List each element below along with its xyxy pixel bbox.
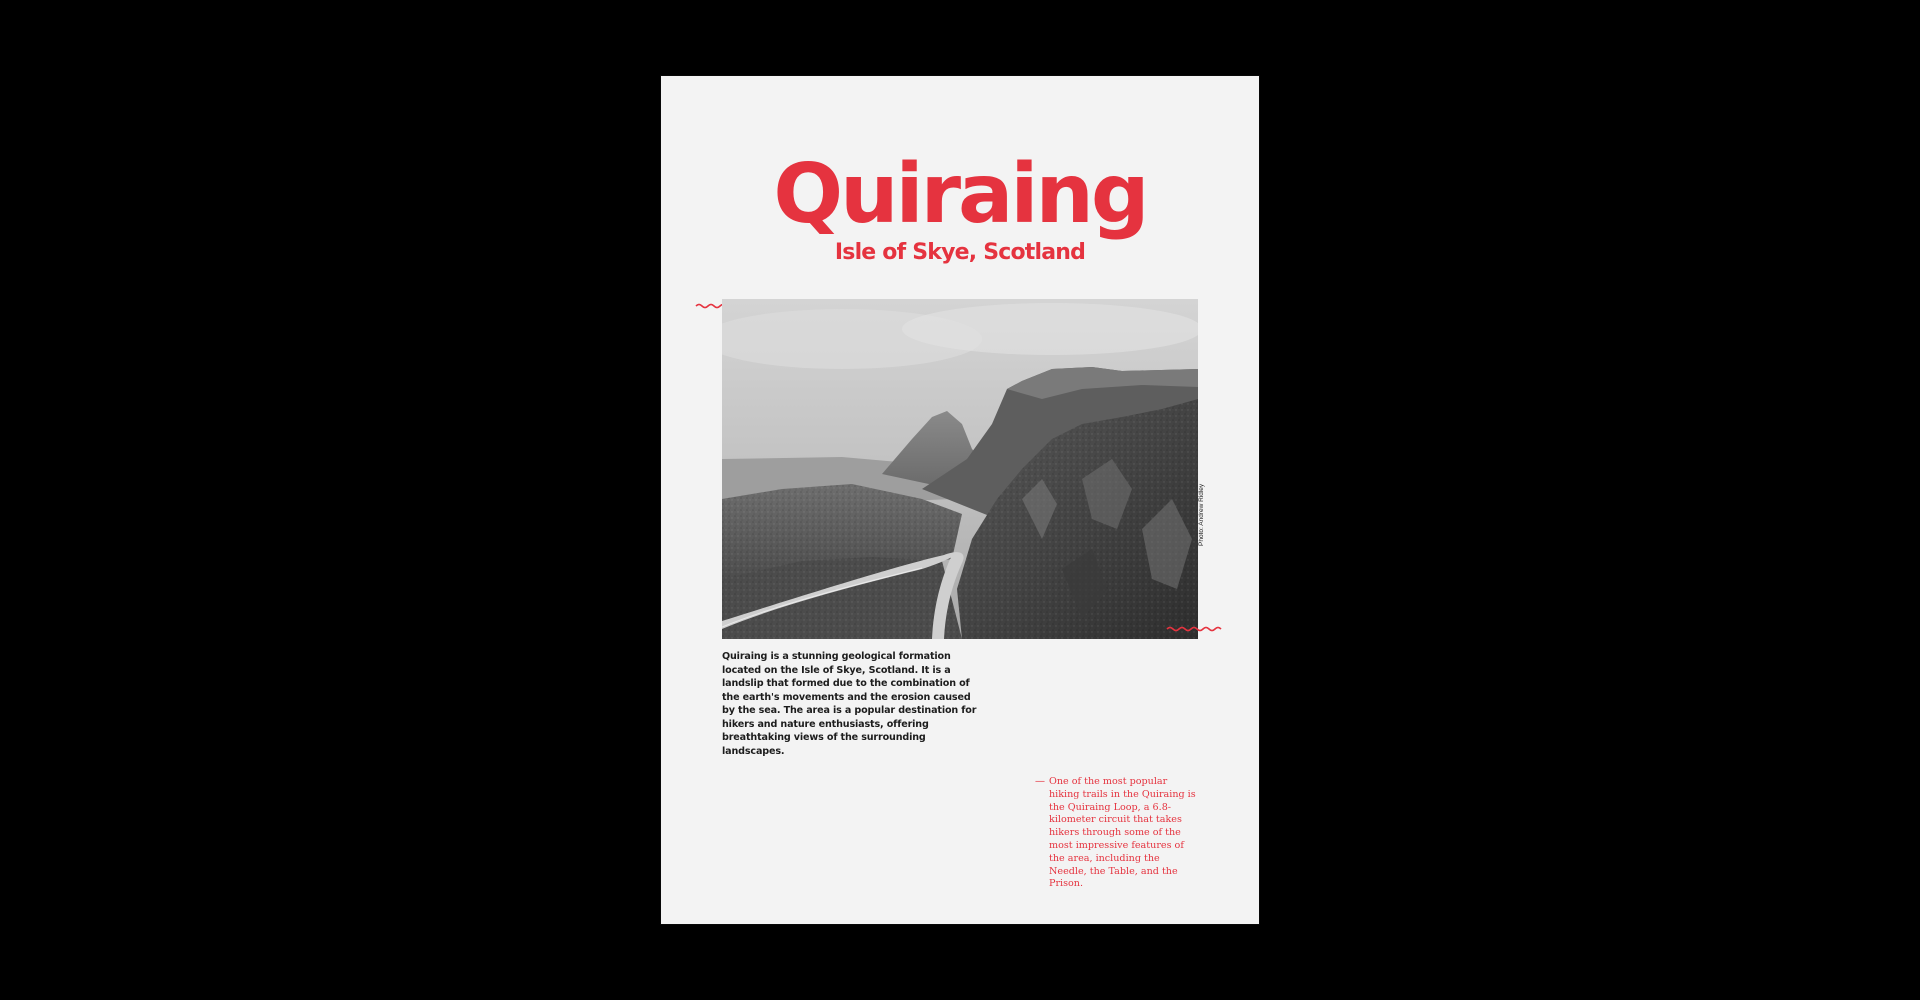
body-paragraph: Quiraing is a stunning geological formation located on the Isle of Skye, Scotland. It is a landslip that formed due to the combination of the earth's movements and the erosion caused by the sea. The area is a popular destination for hikers and nature enthusiasts, offering breathtaking views of the surrounding landscapes. bbox=[722, 651, 977, 757]
pull-quote: One of the most popular hiking trails in the Quiraing is the Quiraing Loop, a 6.8-kilometer circuit that takes hikers through some of the most impressive features of the area, including the Needle, the Table, and the Prison. bbox=[1049, 776, 1196, 890]
wavy-line-icon bbox=[1166, 625, 1222, 633]
landscape-photo bbox=[722, 299, 1198, 639]
poster-title: Quiraing bbox=[773, 147, 1147, 242]
quote-dash: — bbox=[1035, 776, 1045, 787]
photo-credit: Photo: Andrew Ridley bbox=[1198, 483, 1205, 546]
poster bbox=[661, 76, 1259, 924]
poster-subtitle: Isle of Skye, Scotland bbox=[834, 240, 1086, 265]
